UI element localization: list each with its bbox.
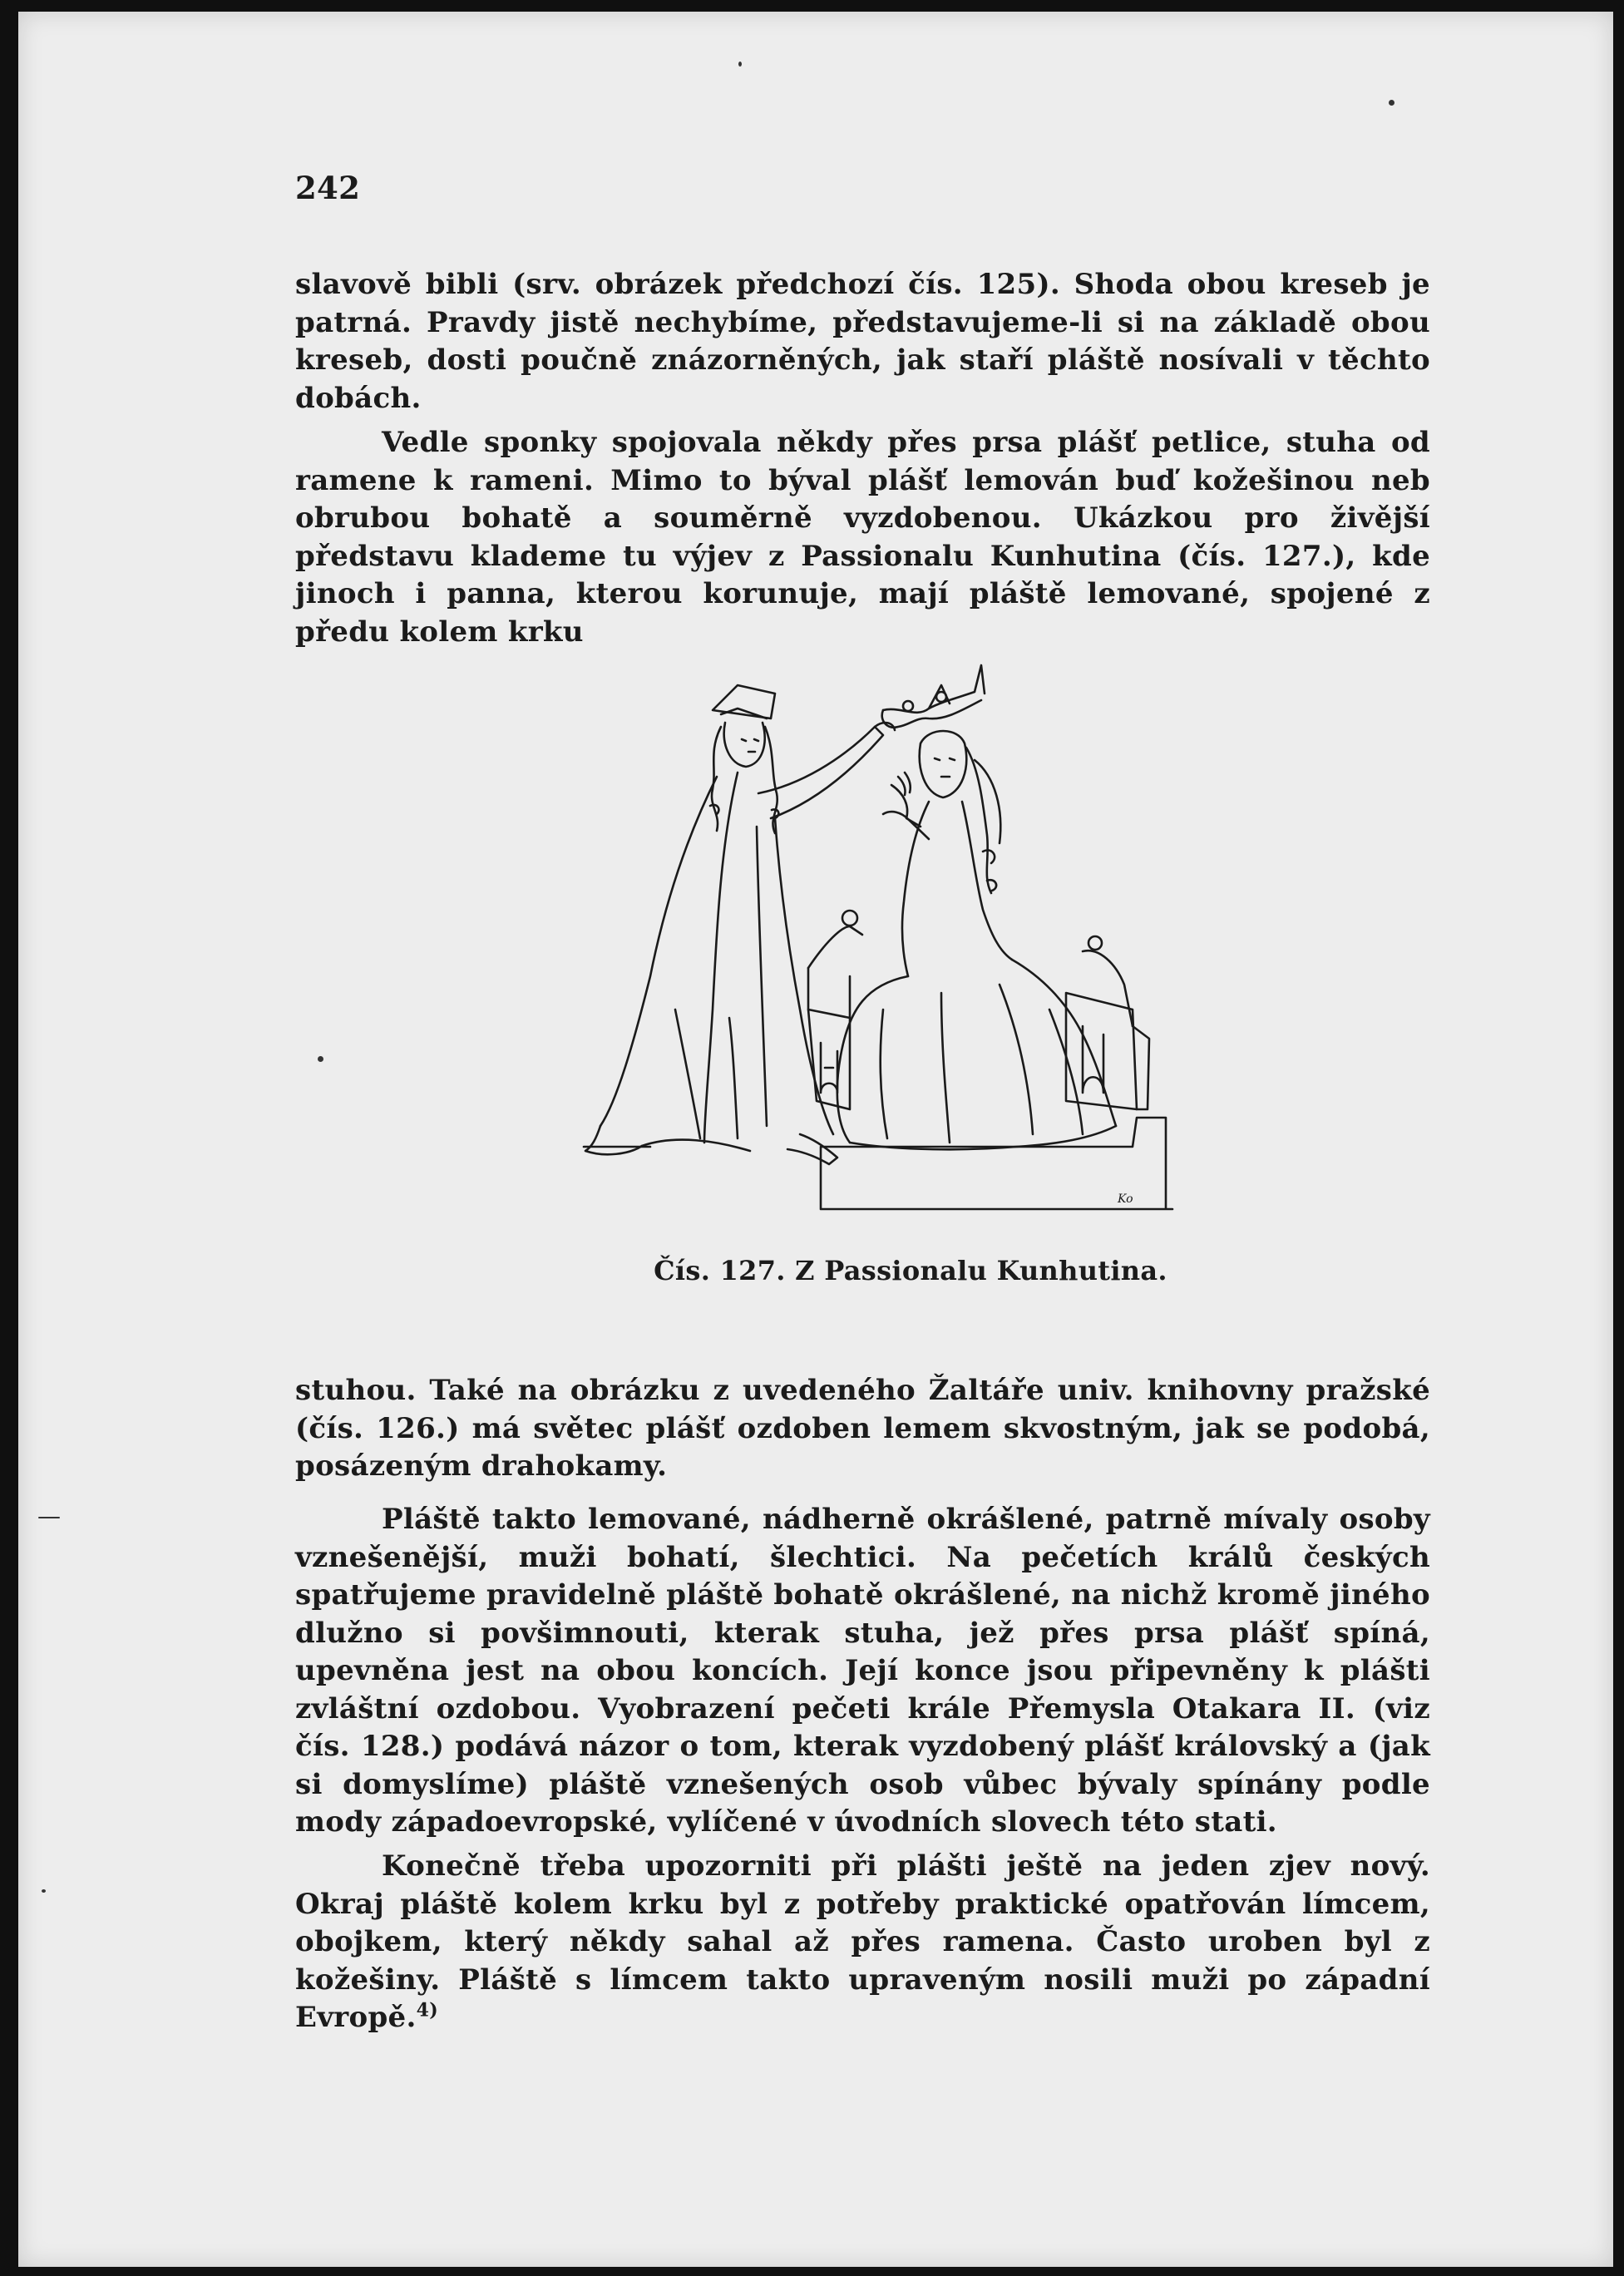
paragraph-1: slavově bibli (srv. obrázek předchozí čís. 125). Shoda obou kreseb je patrná. Pravdy jistě nechybíme, představujeme-li si na základě obou kreseb, dosti poučně znázorněných, jak staří pláště nosívali v těchto dobách. bbox=[295, 268, 1430, 415]
scan-speck bbox=[318, 1056, 323, 1062]
paragraph-2: Vedle sponky spojovala někdy přes prsa plášť petlice, stuha od ramene k rameni. Mimo to býval plášť lemován buď kožešinou neb obrubou bohatě a souměrně vyzdobenou. Ukázkou pro živější představu klademe tu výjev z Passionalu Kunhutina (čís. 127.), kde jinoch i panna, kterou korunuje, mají pláště lemované, spojené z předu kolem krku bbox=[295, 426, 1430, 649]
scan-speck bbox=[42, 1889, 46, 1893]
footnote-mark: 4) bbox=[416, 1999, 438, 2022]
paragraph-4: Pláště takto lemované, nádherně okrášlené, patrně mívaly osoby vznešenější, muži bohatí, šlechtici. Na pečetích králů českých spatřujeme pravidelně pláště bohatě okrášlené, na nichž kromě jiného dlužno si povšimnouti, kterak stuha, jež přes prsa plášť spíná, upevněna jest na obou koncích. Její konce jsou připevněny k plášti zvláštní ozdobou. Vyobrazení pečeti krále Přemysla Otakara II. (viz čís. 128.) podává názor o tom, kterak vyzdobený plášť královský a (jak si domyslíme) pláště vznešených osob vůbec bývaly spínány podle mody západoevropské, vylíčené v úvodních slovech této stati. bbox=[295, 1503, 1430, 1839]
throne bbox=[808, 911, 1149, 1109]
scan-speck bbox=[738, 62, 742, 67]
crown bbox=[882, 665, 985, 728]
paragraph-3: stuhou. Také na obrázku z uvedeného Žaltáře univ. knihovny pražské (čís. 126.) má světec plášť ozdoben lemem skvostným, jak se podobá, posázeným drahokamy. bbox=[295, 1374, 1430, 1483]
scan-speck bbox=[1389, 100, 1394, 106]
paragraph-5-text: Konečně třeba upozorniti při plášti ještě na jeden zjev nový. Okraj pláště kolem krku byl z potřeby praktické opatřován límcem, obojkem, který někdy sahal až přes ramena. Často uroben byl z kožešiny. Pláště s límcem takto upraveným nosili muži po západní Evropě. bbox=[295, 1849, 1430, 2034]
maiden-figure bbox=[837, 731, 1116, 1149]
book-page bbox=[18, 12, 1613, 2267]
paragraph-5 bbox=[295, 1848, 1430, 2037]
page-number: 242 bbox=[295, 170, 361, 206]
illustration-coronation bbox=[550, 660, 1182, 1234]
scan-speck bbox=[38, 1517, 60, 1518]
figure-caption: Čís. 127. Z Passionalu Kunhutina. bbox=[654, 1255, 1167, 1286]
artist-signature: Ko bbox=[1118, 1192, 1133, 1206]
